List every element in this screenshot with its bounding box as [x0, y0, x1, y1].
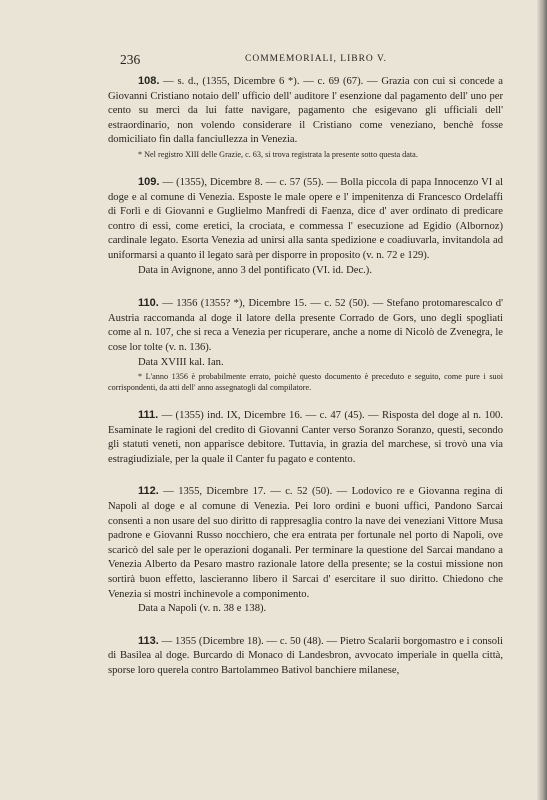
entry-text: — (1355), Dicembre 8. — c. 57 (55). — Bolla piccola di papa Innocenzo VI al doge e al comune di Venezia. Esposte le male opere e l' impenitenza di Francesco Ordelaffi di Forlì e di Giovanni e Guglielmo Manfredi di Faenza, dice d' aver ordinato di predicare contro di essi, come eretici, la crociata, e commessa l' esecuzione ad Egidio (Albornoz) cardinale legato. Esorta Venezia ad unirsi alla santa spedizione e coadiuvarla, invitandola ad uniformarsi a quanto il legato sarà per disporre in proposito (v. n. 72 e 129). [108, 176, 503, 261]
entry-number: 112. [138, 485, 159, 498]
entry-110 [108, 296, 503, 393]
page-edge-shadow [537, 0, 547, 800]
text-block [108, 74, 503, 691]
entry-text: — s. d., (1355, Dicembre 6 *). — c. 69 (67). — Grazia con cui si concede a Giovanni Cristiano notaio dell' ufficio dell' auditore l' esenzione dal pagamento dell' uno per cento su merci da lui fatte navigare, pagamento che esigevano gli ufficiali dell' estraordinario, non volendo considerare il Cristiano come veneziano, benchè fosse domiciliato fin dalla fanciullezza in Venezia. [108, 76, 503, 146]
page-number: 236 [120, 52, 141, 67]
entry-number: 108. [138, 75, 160, 87]
entry-number: 110. [138, 297, 159, 310]
page-header [120, 52, 510, 68]
entry-text: — 1355 (Dicembre 18). — c. 50 (48). — Pietro Scalarii borgomastro e i consoli di Basilea al doge. Burcardo di Monaco di Landesbron, avvocato imperiale in quella città, sporse loro querela contro Bartolammeo Bativol banchiere milanese, [108, 635, 503, 676]
entry-paragraph [108, 484, 503, 602]
entry-number: 109. [138, 175, 160, 188]
entry-dating: Data XVIII kal. Ian. [138, 356, 224, 368]
entry-109 [108, 175, 503, 278]
entry-113 [108, 634, 503, 679]
entry-paragraph [108, 296, 503, 355]
entry-number: 111. [138, 409, 159, 422]
entry-paragraph [108, 175, 503, 264]
entry-paragraph [108, 74, 503, 148]
entry-108 [108, 74, 503, 160]
entry-text: — 1356 (1355? *), Dicembre 15. — c. 52 (50). — Stefano protomarescalco d' Austria raccomanda al doge il latore della presente Corrado de Gors, uno degli spogliati come al n. 107, che si reca a Venezia per ricuperare, anche a nome di Nicolò de Zvenegra, le cose lor tolte (v. n. 136). [108, 298, 504, 353]
entry-text: — (1355) ind. IX, Dicembre 16. — c. 47 (45). — Risposta del doge al n. 100. Esaminate le ragioni del credito di Giovanni Canter verso Soranzo Soranzo, questi, secondo gli statuti veneti, non apparisce debitore. Tuttavia, in grazia del marchese, si trovò una via estragiudiziale, per la quale il Canter fu pagato e contento. [108, 410, 503, 465]
entry-dating: Data in Avignone, anno 3 del pontificato (VI. id. Dec.). [138, 264, 372, 276]
entry-number: 113. [138, 634, 159, 647]
entry-paragraph [108, 634, 503, 679]
entry-paragraph [108, 408, 503, 467]
running-title: COMMEMORIALI, LIBRO V. [245, 54, 387, 64]
entry-text: — 1355, Dicembre 17. — c. 52 (50). — Lodovico re e Giovanna regina di Napoli al doge e al comune di Venezia. Pei loro ordini e buoni uffici, Pandono Sarcai consentì a non usare del suo diritto di rappresaglia contro la nave dei veneziani Vittore Musa padrone e Giovanni Russo nocchiero, che era entrata per fortunale nel porto di Napoli, ove scaricò del sale per le operazioni doganali. Per terminare la questione del Sarcai mandano a Venezia Alberto da Pesaro mastro razionale latore della presente; se la costui missione non sortirà buon effetto, lascieranno libero il Sarcai d' esercitare il suo diritto. Chiedono che Venezia si mostri inchinevole a componimento. [108, 486, 504, 600]
footnote: * L'anno 1356 è probabilmente errato, poichè questo documento è preceduto e seguito, come pure i suoi corrispondenti, da atti dell' anno assegnatogli dal compilatore. [108, 372, 503, 393]
entry-dating: Data a Napoli (v. n. 38 e 138). [138, 603, 267, 615]
entry-112 [108, 484, 503, 616]
footnote: * Nel registro XIII delle Grazie, c. 63, si trova registrata la presente sotto questa data. [138, 149, 418, 159]
entry-111 [108, 408, 503, 467]
